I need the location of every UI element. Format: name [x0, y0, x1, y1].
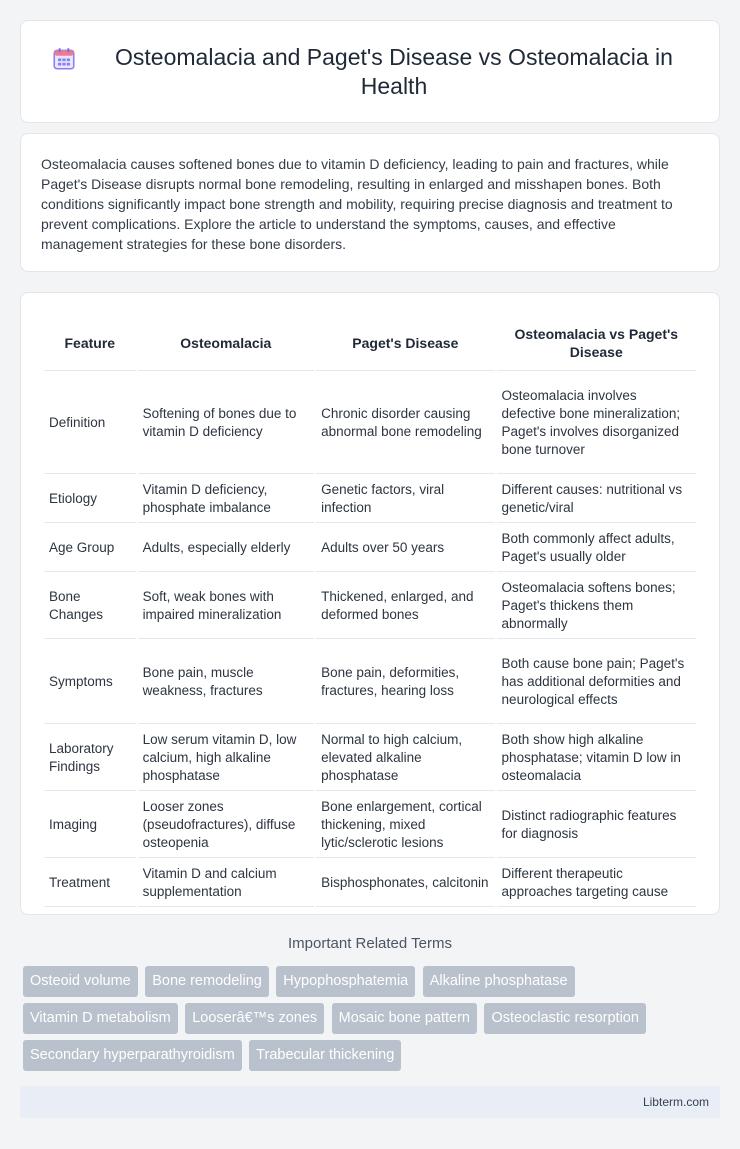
- related-term-tag[interactable]: Secondary hyperparathyroidism: [23, 1040, 242, 1071]
- table-row: [44, 793, 696, 858]
- table-row: [44, 641, 696, 724]
- table-cell: Both cause bone pain; Paget's has additional deformities and neurological effects: [497, 641, 696, 724]
- table-row: [44, 860, 696, 907]
- table-cell: Symptoms: [44, 641, 136, 724]
- column-header: Feature: [44, 315, 136, 371]
- related-term-tag[interactable]: Alkaline phosphatase: [423, 966, 575, 997]
- related-terms-list: [23, 966, 723, 1077]
- table-cell: Bone enlargement, cortical thickening, mixed lytic/sclerotic lesions: [316, 793, 494, 858]
- table-cell: Adults, especially elderly: [138, 525, 315, 572]
- related-term-tag[interactable]: Osteoclastic resorption: [484, 1003, 645, 1034]
- table-cell: Low serum vitamin D, low calcium, high alkaline phosphatase: [138, 726, 315, 791]
- table-cell: Osteomalacia involves defective bone mineralization; Paget's involves disorganized bone turnover: [497, 373, 696, 474]
- footer-site-link[interactable]: Libterm.com: [642, 1095, 709, 1109]
- table-cell: Osteomalacia softens bones; Paget's thickens them abnormally: [497, 574, 696, 639]
- column-header: Osteomalacia vs Paget's Disease: [497, 315, 696, 371]
- table-cell: Vitamin D and calcium supplementation: [138, 860, 315, 907]
- column-header: Paget's Disease: [316, 315, 494, 371]
- calendar-icon: [51, 46, 77, 72]
- table-cell: Imaging: [44, 793, 136, 858]
- table-header-row: [44, 315, 696, 371]
- table-cell: Softening of bones due to vitamin D deficiency: [138, 373, 315, 474]
- related-term-tag[interactable]: Mosaic bone pattern: [332, 1003, 477, 1034]
- table-cell: Thickened, enlarged, and deformed bones: [316, 574, 494, 639]
- footer: [20, 1086, 720, 1118]
- related-term-tag[interactable]: Looserâ€™s zones: [185, 1003, 324, 1034]
- column-header: Osteomalacia: [138, 315, 315, 371]
- table-row: [44, 476, 696, 523]
- table-cell: Looser zones (pseudofractures), diffuse osteopenia: [138, 793, 315, 858]
- related-term-tag[interactable]: Bone remodeling: [145, 966, 269, 997]
- table-cell: Soft, weak bones with impaired mineralization: [138, 574, 315, 639]
- table-row: [44, 373, 696, 474]
- table-cell: Bisphosphonates, calcitonin: [316, 860, 494, 907]
- comparison-table-card: [20, 292, 720, 915]
- table-cell: Laboratory Findings: [44, 726, 136, 791]
- page-title: Osteomalacia and Paget's Disease vs Osteomalacia in Health: [115, 43, 673, 99]
- table-cell: Both show high alkaline phosphatase; vitamin D low in osteomalacia: [497, 726, 696, 791]
- table-cell: Distinct radiographic features for diagnosis: [497, 793, 696, 858]
- table-cell: Bone pain, deformities, fractures, hearing loss: [316, 641, 494, 724]
- table-cell: Adults over 50 years: [316, 525, 494, 572]
- intro-card: [20, 133, 720, 272]
- related-term-tag[interactable]: Hypophosphatemia: [276, 966, 415, 997]
- table-cell: Bone pain, muscle weakness, fractures: [138, 641, 315, 724]
- table-row: [44, 574, 696, 639]
- header-card: [20, 20, 720, 123]
- table-cell: Chronic disorder causing abnormal bone remodeling: [316, 373, 494, 474]
- table-cell: Bone Changes: [44, 574, 136, 639]
- table-cell: Treatment: [44, 860, 136, 907]
- related-term-tag[interactable]: Vitamin D metabolism: [23, 1003, 178, 1034]
- table-cell: Different causes: nutritional vs genetic/viral: [497, 476, 696, 523]
- table-cell: Vitamin D deficiency, phosphate imbalance: [138, 476, 315, 523]
- table-cell: Different therapeutic approaches targeting cause: [497, 860, 696, 907]
- table-cell: Genetic factors, viral infection: [316, 476, 494, 523]
- table-row: [44, 726, 696, 791]
- related-term-tag[interactable]: Osteoid volume: [23, 966, 138, 997]
- table-cell: Both commonly affect adults, Paget's usually older: [497, 525, 696, 572]
- intro-text: Osteomalacia causes softened bones due to vitamin D deficiency, leading to pain and fractures, while Paget's Disease disrupts normal bone remodeling, resulting in enlarged and misshapen bones. Both conditions significantly impact bone strength and mobility, requiring precise diagnosis and treatment to prevent complications. Explore the article to understand the symptoms, causes, and effective management strategies for these bone disorders.: [41, 156, 673, 252]
- table-cell: Normal to high calcium, elevated alkaline phosphatase: [316, 726, 494, 791]
- table-cell: Age Group: [44, 525, 136, 572]
- table-cell: Etiology: [44, 476, 136, 523]
- table-cell: Definition: [44, 373, 136, 474]
- table-row: [44, 525, 696, 572]
- comparison-table: [42, 313, 698, 909]
- related-term-tag[interactable]: Trabecular thickening: [249, 1040, 401, 1071]
- related-terms-title: Important Related Terms: [288, 935, 452, 952]
